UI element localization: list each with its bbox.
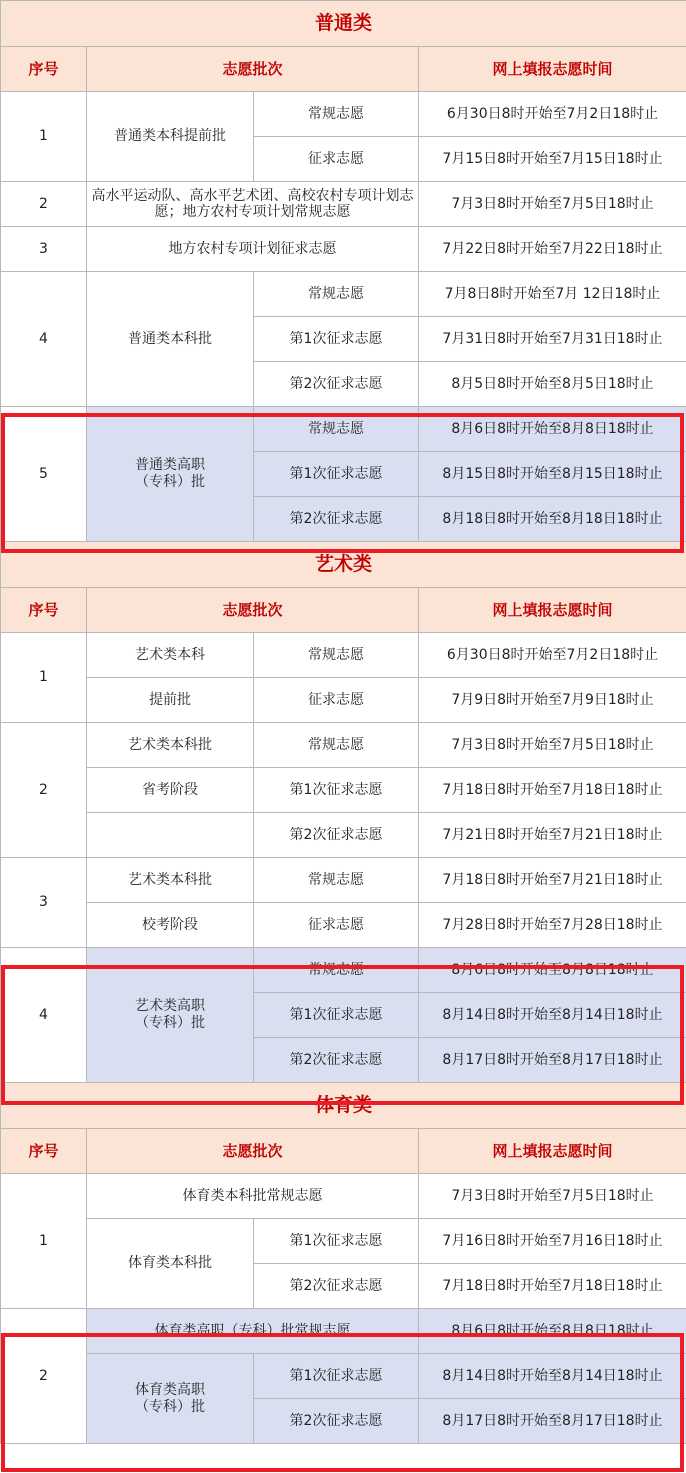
header-no: 序号 bbox=[1, 1129, 87, 1174]
batch-name: 体育类高职（专科）批常规志愿 bbox=[87, 1309, 419, 1354]
fill-time: 8月17日8时开始至8月17日18时止 bbox=[419, 1399, 686, 1444]
row-number: 1 bbox=[1, 92, 87, 182]
batch-name: 普通类本科提前批 bbox=[87, 92, 254, 182]
volunteer-type: 常规志愿 bbox=[254, 723, 419, 768]
fill-time: 8月18日8时开始至8月18日18时止 bbox=[419, 497, 686, 542]
row-number: 3 bbox=[1, 227, 87, 272]
table-row bbox=[1, 1219, 686, 1264]
batch-name-line2: （专科）批 bbox=[135, 1015, 205, 1031]
batch-name bbox=[87, 1354, 254, 1444]
volunteer-type: 第2次征求志愿 bbox=[254, 497, 419, 542]
table-row bbox=[1, 407, 686, 452]
volunteer-type: 第1次征求志愿 bbox=[254, 993, 419, 1038]
row-number: 1 bbox=[1, 1174, 87, 1309]
row-number: 4 bbox=[1, 948, 87, 1083]
header-row bbox=[1, 1129, 686, 1174]
fill-time: 7月22日8时开始至7月22日18时止 bbox=[419, 227, 686, 272]
volunteer-type: 常规志愿 bbox=[254, 407, 419, 452]
table-row bbox=[1, 1354, 686, 1399]
fill-time: 8月6日8时开始至8月8日18时止 bbox=[419, 948, 686, 993]
batch-name-line2: （专科）批 bbox=[135, 1398, 205, 1415]
volunteer-type: 常规志愿 bbox=[254, 633, 419, 678]
table-row bbox=[1, 768, 686, 813]
header-row bbox=[1, 47, 686, 92]
row-number: 1 bbox=[1, 633, 87, 723]
row-number: 2 bbox=[1, 723, 87, 858]
table-row bbox=[1, 813, 686, 858]
table-row bbox=[1, 1174, 686, 1219]
fill-time: 7月18日8时开始至7月21日18时止 bbox=[419, 858, 686, 903]
fill-time: 7月21日8时开始至7月21日18时止 bbox=[419, 813, 686, 858]
batch-name-line1: 艺术类本科批 bbox=[87, 858, 254, 903]
volunteer-type: 征求志愿 bbox=[254, 137, 419, 182]
fill-time: 6月30日8时开始至7月2日18时止 bbox=[419, 92, 686, 137]
fill-time: 7月28日8时开始至7月28日18时止 bbox=[419, 903, 686, 948]
empty-cell bbox=[87, 813, 254, 858]
fill-time: 7月9日8时开始至7月9日18时止 bbox=[419, 678, 686, 723]
header-time: 网上填报志愿时间 bbox=[419, 1129, 686, 1174]
table-row bbox=[1, 858, 686, 903]
volunteer-type: 第2次征求志愿 bbox=[254, 1038, 419, 1083]
volunteer-type: 第1次征求志愿 bbox=[254, 317, 419, 362]
batch-name-line1: 艺术类本科批 bbox=[87, 723, 254, 768]
fill-time: 6月30日8时开始至7月2日18时止 bbox=[419, 633, 686, 678]
table-row bbox=[1, 948, 686, 993]
volunteer-type: 常规志愿 bbox=[254, 948, 419, 993]
section-title: 体育类 bbox=[1, 1083, 686, 1129]
fill-time: 7月18日8时开始至7月18日18时止 bbox=[419, 1264, 686, 1309]
volunteer-type: 征求志愿 bbox=[254, 903, 419, 948]
section-title-row bbox=[1, 1083, 686, 1129]
batch-name-line2: 提前批 bbox=[87, 678, 254, 723]
section-title: 艺术类 bbox=[1, 542, 686, 588]
batch-name-line1: 普通类高职 bbox=[135, 457, 205, 473]
table-row bbox=[1, 1309, 686, 1354]
fill-time: 7月3日8时开始至7月5日18时止 bbox=[419, 1174, 686, 1219]
fill-time: 7月18日8时开始至7月18日18时止 bbox=[419, 768, 686, 813]
section-title: 普通类 bbox=[1, 1, 686, 47]
fill-time: 8月14日8时开始至8月14日18时止 bbox=[419, 1354, 686, 1399]
batch-name: 地方农村专项计划征求志愿 bbox=[87, 227, 419, 272]
table-row bbox=[1, 903, 686, 948]
header-time: 网上填报志愿时间 bbox=[419, 588, 686, 633]
fill-time: 7月3日8时开始至7月5日18时止 bbox=[419, 182, 686, 227]
volunteer-type: 常规志愿 bbox=[254, 858, 419, 903]
table-row bbox=[1, 678, 686, 723]
header-time: 网上填报志愿时间 bbox=[419, 47, 686, 92]
header-batch: 志愿批次 bbox=[87, 47, 419, 92]
volunteer-type: 第2次征求志愿 bbox=[254, 1399, 419, 1444]
volunteer-type: 第1次征求志愿 bbox=[254, 1354, 419, 1399]
header-row bbox=[1, 588, 686, 633]
volunteer-type: 第1次征求志愿 bbox=[254, 768, 419, 813]
batch-name-line2: （专科）批 bbox=[135, 474, 205, 490]
fill-time: 8月6日8时开始至8月8日18时止 bbox=[419, 1309, 686, 1354]
table-row bbox=[1, 633, 686, 678]
row-number: 4 bbox=[1, 272, 87, 407]
row-number: 5 bbox=[1, 407, 87, 542]
batch-name: 体育类本科批 bbox=[87, 1219, 254, 1309]
row-number: 2 bbox=[1, 1309, 87, 1444]
section-title-row bbox=[1, 1, 686, 47]
volunteer-type: 第1次征求志愿 bbox=[254, 452, 419, 497]
batch-name-line1: 体育类高职 bbox=[135, 1381, 205, 1398]
header-no: 序号 bbox=[1, 47, 87, 92]
header-no: 序号 bbox=[1, 588, 87, 633]
batch-name-line2: 校考阶段 bbox=[87, 903, 254, 948]
table-row bbox=[1, 182, 686, 227]
section-title-row bbox=[1, 542, 686, 588]
batch-name: 高水平运动队、高水平艺术团、高校农村专项计划志愿；地方农村专项计划常规志愿 bbox=[87, 182, 419, 227]
batch-name: 普通类本科批 bbox=[87, 272, 254, 407]
fill-time: 8月5日8时开始至8月5日18时止 bbox=[419, 362, 686, 407]
volunteer-type: 常规志愿 bbox=[254, 272, 419, 317]
fill-time: 8月15日8时开始至8月15日18时止 bbox=[419, 452, 686, 497]
volunteer-type: 第2次征求志愿 bbox=[254, 813, 419, 858]
table-row bbox=[1, 723, 686, 768]
volunteer-type: 第2次征求志愿 bbox=[254, 362, 419, 407]
batch-name: 体育类本科批常规志愿 bbox=[87, 1174, 419, 1219]
fill-time: 8月14日8时开始至8月14日18时止 bbox=[419, 993, 686, 1038]
fill-time: 7月31日8时开始至7月31日18时止 bbox=[419, 317, 686, 362]
fill-time: 8月17日8时开始至8月17日18时止 bbox=[419, 1038, 686, 1083]
header-batch: 志愿批次 bbox=[87, 588, 419, 633]
fill-time: 7月3日8时开始至7月5日18时止 bbox=[419, 723, 686, 768]
table-row bbox=[1, 272, 686, 317]
table-row bbox=[1, 227, 686, 272]
volunteer-type: 第1次征求志愿 bbox=[254, 1219, 419, 1264]
table-row bbox=[1, 92, 686, 137]
header-batch: 志愿批次 bbox=[87, 1129, 419, 1174]
batch-name-line2: 省考阶段 bbox=[87, 768, 254, 813]
fill-time: 7月8日8时开始至7月 12日18时止 bbox=[419, 272, 686, 317]
batch-name-line1: 艺术类高职 bbox=[135, 998, 205, 1014]
volunteer-type: 常规志愿 bbox=[254, 92, 419, 137]
row-number: 3 bbox=[1, 858, 87, 948]
volunteer-type: 征求志愿 bbox=[254, 678, 419, 723]
batch-name bbox=[87, 407, 254, 542]
fill-time: 8月6日8时开始至8月8日18时止 bbox=[419, 407, 686, 452]
row-number: 2 bbox=[1, 182, 87, 227]
batch-name bbox=[87, 948, 254, 1083]
volunteer-type: 第2次征求志愿 bbox=[254, 1264, 419, 1309]
batch-name-line1: 艺术类本科 bbox=[87, 633, 254, 678]
fill-time: 7月16日8时开始至7月16日18时止 bbox=[419, 1219, 686, 1264]
fill-time: 7月15日8时开始至7月15日18时止 bbox=[419, 137, 686, 182]
